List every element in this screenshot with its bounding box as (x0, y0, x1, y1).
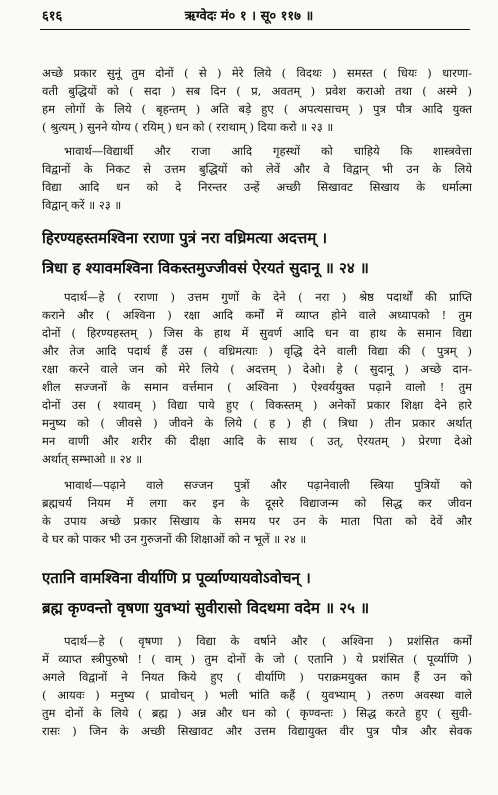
bhavartha-line: के उपाय अच्छे प्रकार सिखाय के समय पर उन के माता पिता को देवें और (42, 514, 472, 528)
padartha-line: पदार्थ—हे ( वृषणा ) विद्या के वर्षाने और ( अश्विना ) प्रशंसित कर्मों (64, 634, 472, 648)
padartha-line: अर्थात् सम्भाओ ॥ २४ ॥ (42, 452, 143, 466)
text-line: वती बुद्धियों को ( सदा ) सब दिन ( प्र, अवतम् ) प्रवेश कराओ तथा ( अस्मे ) (42, 84, 472, 98)
padartha-line: मनुष्य को ( जीवसे ) जीवने के लिये ( ह ) ही ( त्रिधा ) तीन प्रकार अर्थात् (42, 416, 472, 430)
padartha-line: में व्याप्त स्त्रीपुरुषो ! ( वाम् ) तुम दोनों के जो ( एतानि ) ये प्रशंसित ( पूर्व्याणि ) (42, 652, 472, 666)
running-title: ऋग्वेदः मं० १ । सू० ११७ ॥ (184, 9, 314, 24)
mantra-line: हिरण्यहस्तमश्विना रराणा पुत्रं नरा वध्रिमत्या अदत्तम् । (42, 229, 328, 247)
padartha-line: तुम दोनों के लिये ( ब्रह्म ) अन्न और धन को ( कृण्वन्तः ) सिद्ध करते हुए ( सुवी- (42, 706, 472, 720)
padartha-line: पदार्थ—हे ( रराणा ) उत्तम गुणों के देने ( नरा ) श्रेष्ठ पदार्थों की प्राप्ति (64, 290, 472, 304)
bhavartha-line: विद्या आदि धन को दे निरन्तर उन्हें अच्छी सिखावट सिखाय के धर्मात्मा (42, 180, 472, 194)
padartha-line: दोनों उस ( श्यावम् ) विद्या पाये हुए ( विकस्तम् ) अनेकों प्रकार शिक्षा देने हारे (42, 398, 472, 412)
bhavartha-line: ब्रह्मचर्य नियम में लगा कर इन के दूसरे विद्याजन्म को सिद्ध कर जीवन (42, 496, 472, 510)
text-line: हम लोगों के लिये ( बृहन्तम् ) अति बड़े हुए ( अपत्यसाचम् ) पुत्र पौत्र आदि युक्त (42, 102, 472, 116)
padartha-line: रक्षा करने वाले जन को मेरे लिये ( अदत्तम् ) देओ। हे ( सुदानू ) अच्छे दान- (42, 362, 472, 376)
page-number: ६१६ (42, 9, 63, 24)
mantra-line: त्रिधा ह श्यावमश्विना विकस्तमुज्जीवसं ऐरयतं सुदानू ॥ २४ ॥ (42, 259, 369, 277)
padartha-line: शील सज्जनों के समान वर्त्तमान ( अश्विना ) ऐश्वर्ययुक्त पढ़ाने वालो ! तुम (42, 380, 472, 394)
header-rule (40, 29, 470, 30)
mantra-line: एतानि वामश्विना वीर्याणि प्र पूर्व्याण्यायवोऽवोचन् । (42, 569, 311, 587)
padartha-line: दोनों ( हिरण्यहस्तम् ) जिस के हाथ में सुवर्ण आदि धन वा हाथ के समान विद्या (42, 326, 472, 340)
padartha-line: कराने और ( अश्विना ) रक्षा आदि कर्मों में व्याप्त होने वाले अध्यापको ! तुम (42, 308, 472, 322)
bhavartha-line: वे घर को पाकर भी उन गुरुजनों की शिक्षाओं को न भूलें ॥ २४ ॥ (42, 532, 307, 546)
padartha-line: रासः ) जिन के अच्छी सिखावट और उत्तम विद्यायुक्त वीर पुत्र पौत्र और सेवक (42, 724, 472, 738)
text-line: ( श्रुत्यम् ) सुनने योग्य ( रयिम् ) धन को ( रराथाम् ) दिया करो ॥ २३ ॥ (42, 120, 334, 134)
padartha-line: ( आयवः ) मनुष्य ( प्रावोचन् ) भली भांति कहैं ( युवभ्याम् ) तरुण अवस्था वाले (42, 688, 472, 702)
bhavartha-line: विद्वानों के निकट से उत्तम बुद्धियों को लेवें और वे विद्वान् भी उन के लिये (42, 162, 472, 176)
mantra-line: ब्रह्म कृण्वन्तो वृषणा युवभ्यां सुवीरासो विदथमा वदेम ॥ २५ ॥ (42, 599, 370, 617)
page-header (0, 0, 498, 28)
bhavartha-line: भावार्थ—पढ़ाने वाले सज्जन पुत्रों और पढ़ानेवाली स्त्रिया पुत्रियों को (64, 478, 472, 492)
padartha-line: अगले विद्वानों ने नियत किये हुए ( वीर्याणि ) पराक्रमयुक्त काम हैं उन को (42, 670, 472, 684)
padartha-line: और तेज आदि पदार्थ हैं उस ( वध्रिमत्याः ) वृद्धि देने वाली विद्या की ( पुत्रम् ) (42, 344, 472, 358)
padartha-line: मन वाणी और शरीर की दीक्षा आदि के साथ ( उत्, ऐरयतम् ) प्रेरणा देओ (42, 434, 472, 448)
text-line: अच्छे प्रकार सुनूं तुम दोनों ( से ) मेरे लिये ( विदथः ) समस्त ( धियः ) धारणा- (42, 66, 472, 80)
bhavartha-line: विद्वान् करें ॥ २३ ॥ (42, 198, 122, 212)
bhavartha-line: भावार्थ—विद्यार्थी और राजा आदि गृहस्थों को चाहिये कि शास्त्रवेत्ता (64, 144, 472, 158)
